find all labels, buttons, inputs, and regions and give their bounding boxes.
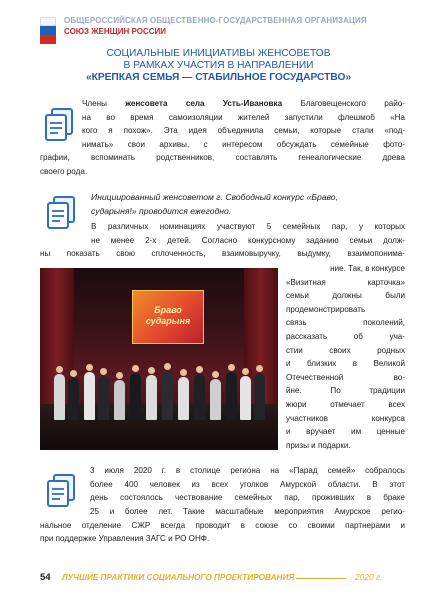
paragraph-line: Члены женсовета села Усть-Ивановка Благовещенского райо- <box>82 99 405 108</box>
section-1-paragraph-cont <box>40 151 405 178</box>
person-silhouette <box>98 376 109 420</box>
paragraph-line: графии, вспоминать родственников, составлять генеалогические древа <box>40 153 405 162</box>
paragraph-line: своего рода. <box>40 166 88 176</box>
paragraph-line: призы и подарки. <box>286 440 351 450</box>
section-2-intro <box>91 191 405 218</box>
paragraph-line: рассказать об уча- <box>286 331 405 341</box>
person-silhouette <box>254 373 265 420</box>
paragraph-line: при поддержке Управления ЗАГС и РО ОНФ. <box>40 534 210 544</box>
person-silhouette <box>130 373 141 420</box>
paragraph-line: участников конкурса <box>286 413 405 423</box>
person-head <box>242 368 249 375</box>
person-silhouette <box>68 378 79 420</box>
paragraph-line: и близких в Великой <box>286 359 405 369</box>
page-title-line-1: СОЦИАЛЬНЫЕ ИНИЦИАТИВЫ ЖЕНСОВЕТОВ <box>106 48 331 59</box>
person-head <box>228 364 235 371</box>
person-silhouette <box>84 372 95 420</box>
person-silhouette <box>178 377 189 420</box>
paragraph-line: кого я похож». Эта идея объединила семьи, которые стали «под- <box>82 126 405 136</box>
section-3-paragraph <box>90 464 405 505</box>
person-head <box>56 366 63 373</box>
organization-subname: СОЮЗ ЖЕНЩИН РОССИИ <box>64 27 167 36</box>
person-head <box>196 366 203 373</box>
section-3-paragraph-cont <box>40 505 405 546</box>
contest-banner <box>132 290 204 344</box>
paragraph-line: В различных номинациях участвуют 5 семейных пар, у которых <box>91 222 405 231</box>
section-2-side-text <box>286 262 405 452</box>
person-head <box>86 364 93 371</box>
person-silhouette <box>226 372 237 420</box>
person-silhouette <box>240 376 251 420</box>
person-head <box>180 369 187 376</box>
italic-line: Инициированный женсоветом г. Свободный конкурс «Браво, <box>91 192 338 202</box>
person-silhouette <box>210 379 221 420</box>
paragraph-line: семьи должны были <box>286 291 405 301</box>
document-icon <box>46 474 76 507</box>
section-1-paragraph <box>82 97 405 151</box>
footer-divider <box>296 578 346 579</box>
footer-year: 2020 г. <box>355 572 383 582</box>
person-head <box>116 372 123 379</box>
person-silhouette <box>194 374 205 420</box>
paragraph-line: день состоялось чествование семейных пар, проживших в браке <box>90 493 405 503</box>
organization-name: ОБЩЕРОССИЙСКАЯ ОБЩЕСТВЕННО-ГОСУДАРСТВЕННАЯ ОРГАНИЗАЦИЯ <box>64 16 367 25</box>
person-head <box>70 370 77 377</box>
person-head <box>164 363 171 370</box>
person-head <box>132 365 139 372</box>
paragraph-line: на во время самоизоляции жителей запустили флешмоб «На <box>82 112 405 122</box>
section-2-body <box>91 220 405 247</box>
person-silhouette <box>54 374 65 420</box>
paragraph-line: 3 июля 2020 г. в столице региона на «Парад семей» собралось <box>90 466 405 475</box>
paragraph-line: и вручает им ценные <box>286 427 405 437</box>
paragraph-line: ны показать свою сплоченность, взаимовыручку, выдумку, взаимопонима- <box>40 249 405 258</box>
banner-text: Браво сударыня <box>145 305 191 326</box>
person-head <box>256 365 263 372</box>
person-silhouette <box>146 375 157 420</box>
paragraph-line: нимать» свои архивы, с интересом обсуждать семейные фото- <box>82 139 405 149</box>
person-head <box>100 368 107 375</box>
paragraph-line: стии своих родных <box>286 345 405 355</box>
page-number: 54 <box>40 572 51 583</box>
event-photo <box>40 268 278 450</box>
page-title-line-3: «КРЕПКАЯ СЕМЬЯ — СТАБИЛЬНОЕ ГОСУДАРСТВО» <box>85 72 352 83</box>
paragraph-line: связь поколений, <box>286 318 405 328</box>
paragraph-line: ние. Так, в конкурсе <box>330 264 405 273</box>
paragraph-line: нальное отделение СЖР всегда проводит в союзе со своими партнерами и <box>40 520 405 530</box>
russian-flag-icon <box>40 17 56 44</box>
person-silhouette <box>162 371 173 420</box>
page-title-line-2: В РАМКАХ УЧАСТИЯ В НАПРАВЛЕНИИ <box>123 60 314 71</box>
paragraph-line: Отечественной во- <box>286 372 405 382</box>
person-head <box>212 371 219 378</box>
document-icon <box>44 108 74 141</box>
paragraph-line: «Визитная карточка» <box>286 277 405 287</box>
bold-phrase: женсовета села Усть-Ивановка <box>125 99 283 108</box>
document-icon <box>46 196 76 229</box>
person-silhouette <box>114 380 125 420</box>
paragraph-line: более 400 человек из всех уголков Амурской области. В этот <box>90 479 405 489</box>
paragraph-line: не менее 2-х детей. Согласно конкурсному заданию семьи долж- <box>91 235 405 245</box>
paragraph-line: продемонстрировать <box>286 304 366 314</box>
person-head <box>148 367 155 374</box>
paragraph-line: жюри отмечает всех <box>286 399 405 409</box>
paragraph-line: йне. По традиции <box>286 386 405 396</box>
section-2-body-cont <box>40 247 405 261</box>
paragraph-line: 25 и более лет. Такие масштабные мероприятия Амурское регио- <box>90 507 405 516</box>
footer-title: ЛУЧШИЕ ПРАКТИКИ СОЦИАЛЬНОГО ПРОЕКТИРОВАНИЯ <box>62 573 295 582</box>
italic-line: сударыня!» проводится ежегодно. <box>91 205 232 216</box>
